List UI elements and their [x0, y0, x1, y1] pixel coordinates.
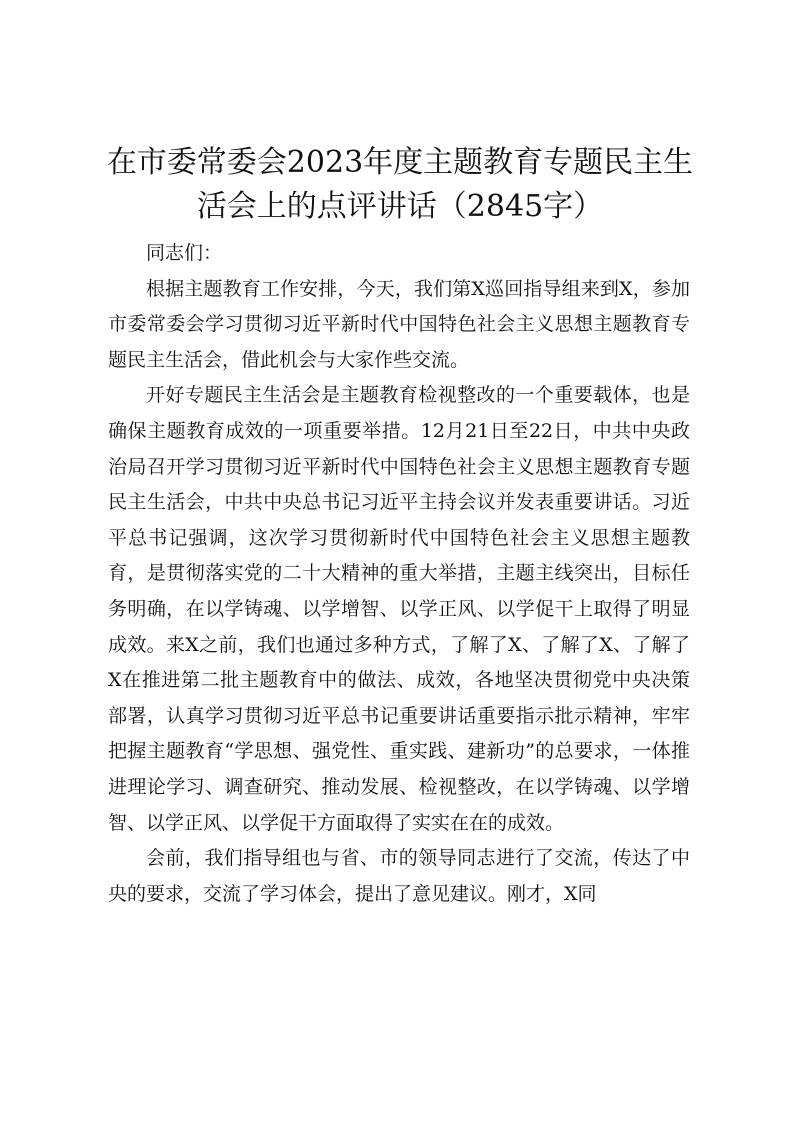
- document-body: [108, 236, 690, 912]
- paragraph-3: 会前，我们指导组也与省、市的领导同志进行了交流，传达了中央的要求，交流了学习体会，提出了意见建议。刚才，X同: [108, 847, 690, 905]
- paragraph-2: 开好专题民主生活会是主题教育检视整改的一个重要载体，也是确保主题教育成效的一项重要举措。12月21日至22日，中共中央政治局召开学习贯彻习近平新时代中国特色社会主义思想主题教育专题民主生活会，中共中央总书记习近平主持会议并发表重要讲话。习近平总书记强调，这次学习贯彻新时代中国特色社会主义思想主题教育，是贯彻落实党的二十大精神的重大举措，主题主线突出，目标任务明确，在以学铸魂、以学增智、以学正风、以学促干上取得了明显成效。来X之前，我们也通过多种方式，了解了X、了解了X、了解了X在推进第二批主题教育中的做法、成效，各地坚决贯彻党中央决策部署，认真学习贯彻习近平总书记重要讲话重要指示批示精神，牢牢把握主题教育“学思想、强党性、重实践、建新功”的总要求，一体推进理论学习、调查研究、推动发展、检视整改，在以学铸魂、以学增智、以学正风、以学促干方面取得了实实在在的成效。: [108, 384, 690, 834]
- greeting: 同志们：: [146, 242, 223, 264]
- title-line-1: 在市委常委会2023年度主题教育专题民主生: [106, 145, 694, 180]
- title-line-2: 活会上的点评讲话（2845字）: [196, 189, 604, 224]
- paragraph-1: 根据主题教育工作安排，今天，我们第X巡回指导组来到X，参加市委常委会学习贯彻习近平新时代中国特色社会主义思想主题教育专题民主生活会，借此机会与大家作些交流。: [108, 277, 690, 371]
- document-title: [100, 141, 700, 229]
